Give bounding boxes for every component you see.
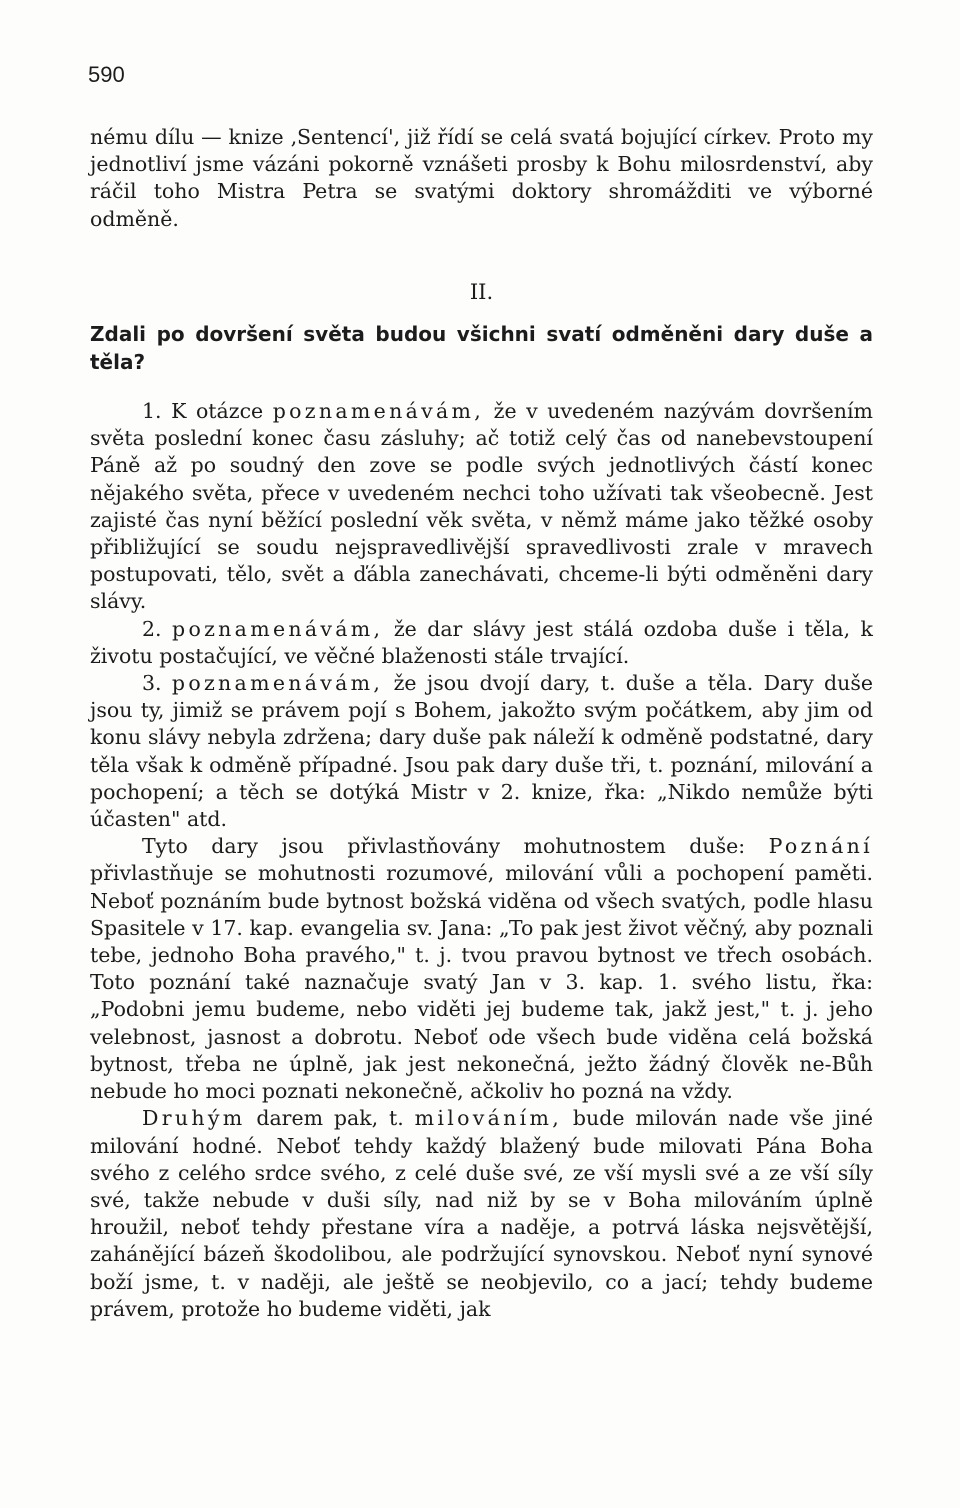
page-number: 590 — [88, 62, 125, 87]
paragraph-2-spaced-word: poznamenávám, — [172, 616, 384, 641]
paragraph-3-number: 3. — [142, 671, 162, 696]
paragraph-4-lead: Tyto dary jsou přivlastňovány mohutnostem duše: — [142, 834, 746, 859]
paragraph-3-spaced-word: poznamenávám, — [171, 671, 384, 696]
paragraph-4-spaced-word: Poznání — [768, 834, 873, 859]
intro-paragraph: nému dílu — knize ‚Sentencí', již řídí se celá svatá bojující církev. Proto my jednotliví jsme vázáni pokorně vznášeti prosby k Bohu milosrdenství, aby ráčil toho Mistra Petra se svatými doktory shromážditi ve výborné odměně. — [90, 125, 873, 231]
paragraph-4-text: přivlastňuje se mohutnosti rozumové, milování vůli a pochopení paměti. Neboť poznáním bude bytnost božská viděna od všech svatých, podle hlasu Spasitele v 17. kap. evangelia sv. Jana: „To pak jest život věčný, aby poznali tebe, jednoho Boha pravého," t. j. tvou pravou bytnost ve třech osobách. Toto poznání také naznačuje svatý Jan v 3. kap. 1. svého listu, řka: „Podobni jemu budeme, nebo viděti jej budeme tak, jakž jest," t. j. jeho velebnost, jasnost a dobrotu. Neboť ode všech bude viděna celá božská bytnost, třeba ne úplně, jak jest nekonečná, ježto žádný člověk ne-Bůh nebude ho moci poznati nekonečně, ačkoliv ho pozná na vždy. — [90, 861, 873, 1104]
paragraph-3-text: že jsou dvojí dary, t. duše a těla. Dary duše jsou ty, jimiž se právem pojí s Bohem, jakožto svým počátkem, aby jim od konu slávy nebyla zdržena; dary duše pak náleží k odměně podstatné, dary těla však k odměně případné. Jsou pak dary duše tři, t. poznání, milování a pochopení; a těch se dotýká Mistr v 2. knize, řka: „Nikdo nemůže býti účasten" atd. — [90, 671, 873, 832]
paragraph-1-number: 1. — [142, 399, 162, 424]
paragraph-1-spaced-word: poznamenávám, — [272, 399, 485, 424]
paragraph-5-spaced-word-2: milováním, — [414, 1106, 563, 1131]
paragraph-1-text: že v uvedeném nazývám dovršením světa poslední konec času zásluhy; ač totiž celý čas od nanebevstoupení Páně až po soudný den zove se podle svých jednotlivých částí konec nějakého světa, přece v uvedeném nechci toho užívati tak všeobecně. Jest zajisté čas nyní běžící poslední věk světa, v němž máme jako těžké osoby přibližující se soudu nejspravedlivější spravedlivosti zrale v mravech postupovati, tělo, svět a ďábla zanechávati, chceme-li býti odměněni dary slávy. — [90, 399, 873, 614]
page-text — [90, 124, 873, 1323]
paragraph-5 — [90, 1105, 873, 1323]
paragraph-2-text: že dar slávy jest stálá ozdoba duše i těla, k životu postačující, ve věčné blaženosti stále trvající. — [90, 616, 873, 668]
paragraph-2-number: 2. — [142, 616, 162, 641]
paragraph-2 — [90, 616, 873, 670]
chapter-heading: Zdali po dovršení světa budou všichni svatí odměněni dary duše a těla? — [90, 322, 873, 375]
paragraph-5-text: bude milován nade vše jiné milování hodné. Neboť tehdy každý blažený bude milovati Pána Boha svého z celého srdce svého, z celé duše své, ze vší mysli své a ze vší síly své, takže nebude v duši síly, nad niž by se v Boha milováním úplně hroužil, neboť tehdy přestane víra a naděje, a potrvá láska nejsvětější, zahánějící bázeň škodolibou, ale podržující synovskou. Neboť nyní synové boží jsme, t. v naději, ale ještě se neobjevilo, co a jací; tehdy budeme právem, protože ho budeme viděti, jak — [90, 1106, 873, 1321]
paragraph-3 — [90, 670, 873, 833]
paragraph-1-lead: K otázce — [171, 399, 264, 424]
paragraph-5-spaced-word-1: Druhým — [142, 1106, 246, 1131]
paragraph-5-mid: darem pak, t. — [256, 1106, 404, 1131]
paragraph-4 — [90, 833, 873, 1105]
paragraph-1 — [90, 398, 873, 616]
section-number: II. — [469, 279, 494, 304]
